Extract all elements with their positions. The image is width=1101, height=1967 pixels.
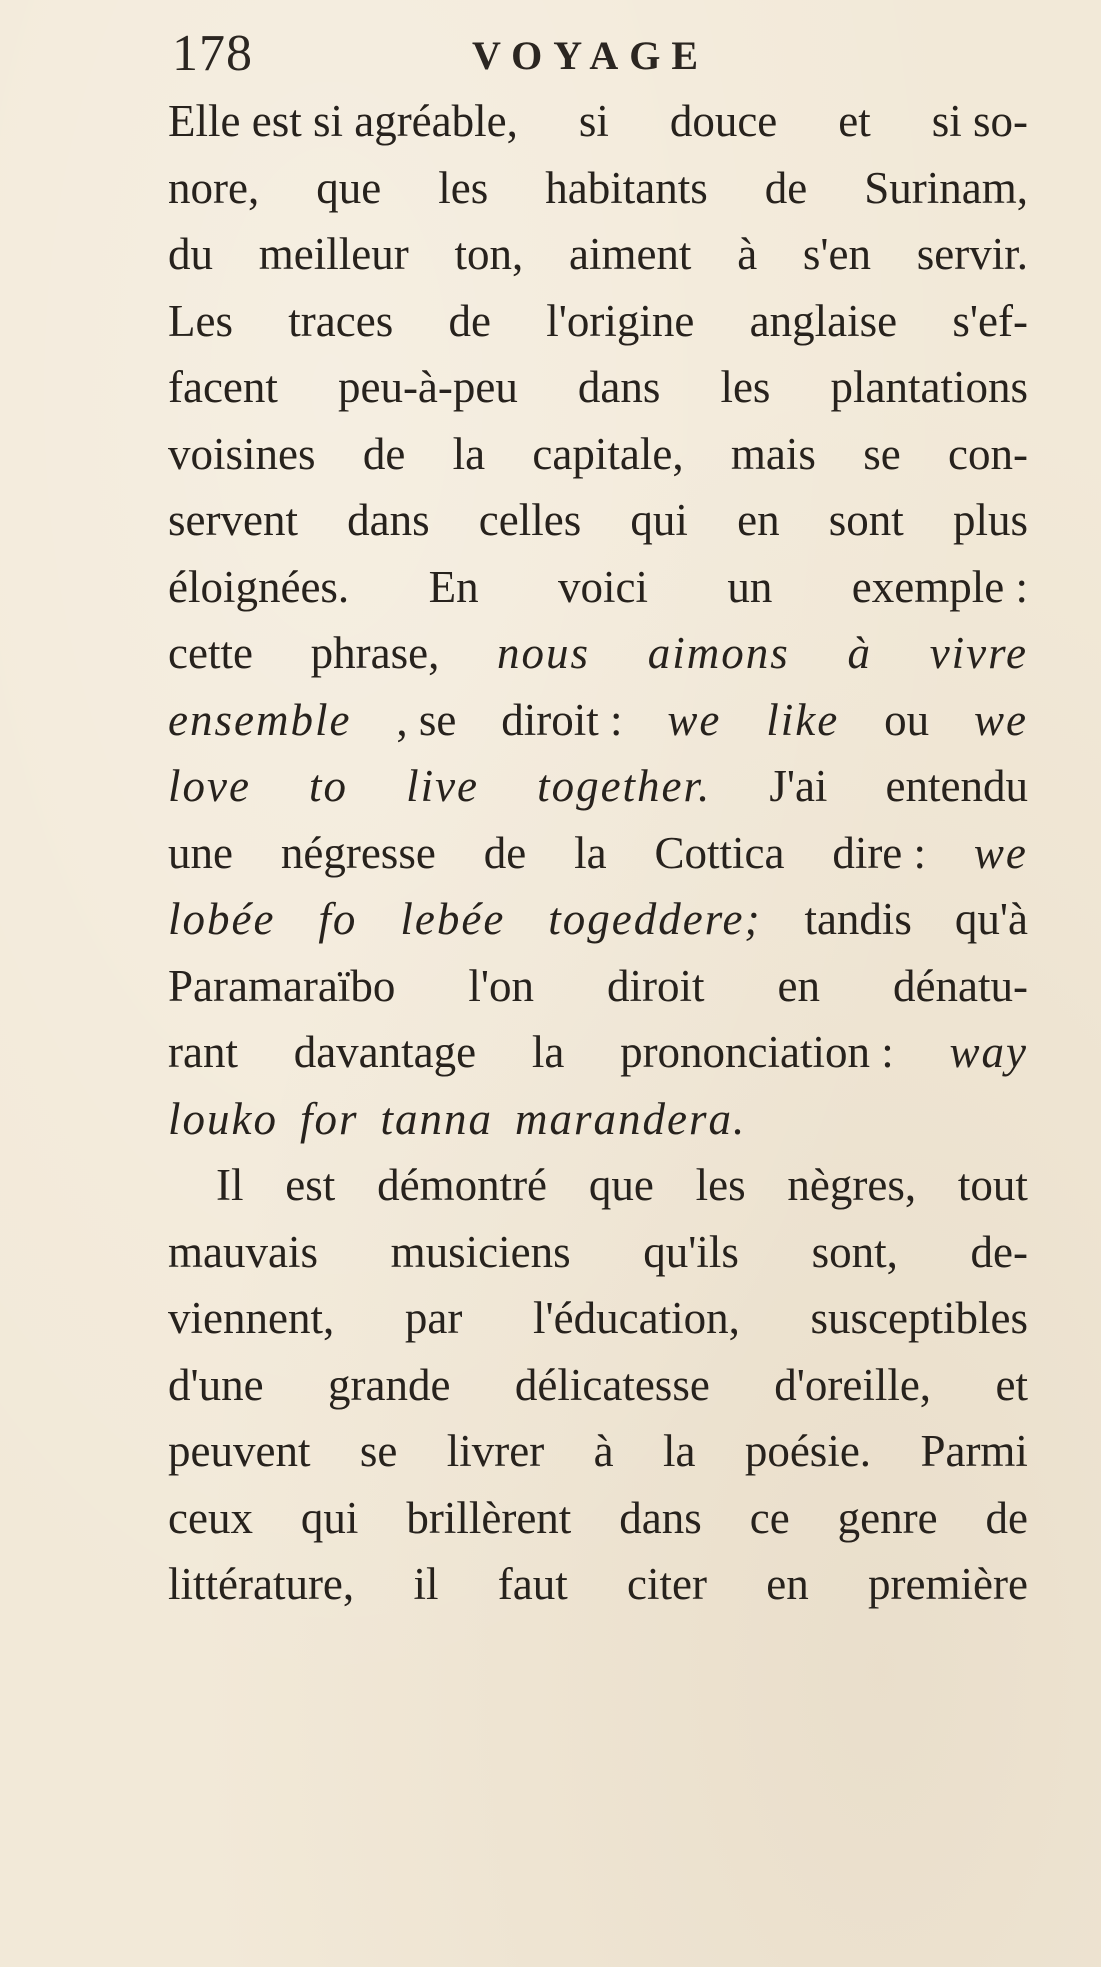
word: sont, (811, 1226, 898, 1277)
text-line (168, 1285, 1028, 1352)
word: diroit (607, 960, 705, 1011)
italic-word: lobée (168, 894, 276, 944)
italic-word: marandera. (515, 1093, 747, 1144)
text-line (168, 886, 1028, 953)
text-line (168, 421, 1028, 488)
text-line (168, 354, 1028, 421)
word: tandis (804, 894, 912, 944)
italic-word: lebée (400, 894, 506, 944)
word: J'ai (769, 761, 828, 811)
word: Surinam, (864, 162, 1028, 213)
text-line (168, 753, 1028, 820)
word: brillèrent (406, 1492, 572, 1543)
word: négresse (280, 827, 436, 878)
page-header (170, 18, 1050, 88)
word: première (868, 1559, 1028, 1609)
word: meilleur (258, 229, 409, 279)
word: est (285, 1160, 336, 1210)
text-line (168, 1551, 1028, 1618)
word: musiciens (390, 1226, 571, 1277)
word: genre (837, 1492, 938, 1543)
word: se (359, 1426, 398, 1476)
page-number: 178 (172, 25, 253, 82)
word: de (985, 1492, 1028, 1543)
word: dénatu- (893, 960, 1028, 1011)
text-line (168, 1152, 1028, 1219)
word: grande (328, 1359, 451, 1410)
word: de (362, 428, 406, 479)
word: Parmi (920, 1426, 1028, 1476)
word: facent (168, 362, 278, 412)
text-line (168, 1485, 1028, 1552)
word: d'oreille, (774, 1359, 932, 1410)
italic-word: live (406, 761, 480, 811)
word: que (588, 1160, 654, 1210)
word: cette (168, 628, 253, 678)
word: ceux (168, 1492, 253, 1543)
word: l'on (468, 960, 535, 1011)
word: mauvais (168, 1226, 318, 1277)
italic-word: love (168, 761, 251, 811)
word: Elle est si agréable, (168, 96, 518, 146)
word: plantations (830, 362, 1028, 412)
word: s'ef- (952, 295, 1028, 346)
italic-word: for (299, 1093, 359, 1144)
italic-word: fo (318, 894, 358, 944)
word: , se (396, 694, 457, 745)
word: et (995, 1359, 1028, 1410)
word: à (737, 229, 758, 279)
italic-word: to (309, 761, 349, 811)
word: Cottica (654, 827, 785, 878)
italic-word: way (949, 1027, 1028, 1077)
italic-word: we (973, 694, 1028, 745)
word: plus (952, 495, 1028, 545)
word: d'une (168, 1359, 264, 1410)
word: démontré (377, 1160, 548, 1210)
word: éloignées. (168, 561, 350, 612)
word: un (727, 561, 773, 612)
italic-word: vivre (929, 628, 1028, 678)
word: rant (168, 1027, 238, 1077)
word: nore, (168, 162, 260, 213)
italic-word: together. (537, 761, 712, 811)
word: peu-à-peu (337, 362, 518, 412)
italic-word: ensemble (168, 694, 352, 745)
word: si (578, 96, 609, 146)
word: l'éducation, (533, 1293, 740, 1343)
word: en (737, 495, 780, 545)
word: faut (497, 1559, 568, 1609)
word: les (438, 162, 489, 213)
word: en (766, 1559, 809, 1609)
italic-word: togeddere; (548, 894, 762, 944)
word: ou (884, 694, 930, 745)
word: si so- (931, 96, 1028, 146)
word: la (662, 1426, 696, 1476)
word: s'en (802, 229, 872, 279)
word: En (428, 561, 479, 612)
word: littérature, (168, 1559, 355, 1609)
text-line (168, 687, 1028, 754)
word: exemple : (851, 561, 1028, 612)
word: peuvent (168, 1426, 311, 1476)
word: douce (669, 96, 778, 146)
word: qui (300, 1492, 359, 1543)
text-line (168, 1418, 1028, 1485)
word: voici (558, 561, 648, 612)
text-line (168, 1019, 1028, 1086)
word: mais (730, 428, 816, 479)
word: la (531, 1027, 565, 1077)
word: phrase, (310, 628, 440, 678)
word: la (452, 428, 486, 479)
word: anglaise (749, 295, 898, 346)
word: capitale, (532, 428, 684, 479)
word: de (764, 162, 808, 213)
word: traces (288, 295, 394, 346)
word: la (574, 827, 607, 878)
word: que (316, 162, 382, 213)
word: livrer (446, 1426, 545, 1476)
text-line (168, 288, 1028, 355)
word: susceptibles (810, 1293, 1028, 1343)
word: qu'ils (643, 1226, 739, 1277)
text-line (168, 1219, 1028, 1286)
text-line (168, 1086, 1028, 1153)
text-line (168, 820, 1028, 887)
text-line (168, 487, 1028, 554)
word: et (838, 96, 871, 146)
word: par (404, 1293, 463, 1343)
text-line (168, 953, 1028, 1020)
word: dans (577, 362, 661, 412)
word: de- (970, 1226, 1028, 1277)
word: une (168, 827, 233, 878)
word: dire : (832, 827, 927, 878)
word: celles (478, 495, 582, 545)
word: sont (828, 495, 904, 545)
word: délicatesse (514, 1359, 710, 1410)
italic-word: à (847, 628, 872, 678)
word: dans (347, 495, 430, 545)
word: prononciation : (620, 1027, 894, 1077)
running-head: VOYAGE (472, 33, 710, 78)
word: en (777, 960, 821, 1011)
word: du (168, 229, 213, 279)
word: les (720, 362, 771, 412)
text-line (168, 221, 1028, 288)
text-line (168, 155, 1028, 222)
word: entendu (885, 761, 1028, 811)
word: de (483, 827, 527, 878)
word: les (695, 1160, 746, 1210)
word: ce (749, 1492, 790, 1543)
word: servir. (916, 229, 1028, 279)
text-line (168, 620, 1028, 687)
italic-word: nous (497, 628, 591, 678)
word: viennent, (168, 1293, 335, 1343)
italic-word: we (973, 827, 1028, 878)
word: qu'à (954, 894, 1028, 944)
word: qui (630, 495, 688, 545)
word: davantage (293, 1027, 477, 1077)
italic-word: louko (168, 1093, 278, 1144)
word: se (863, 428, 901, 479)
word: Paramaraïbo (168, 960, 396, 1011)
word: habitants (545, 162, 708, 213)
text-line (168, 88, 1028, 155)
text-line (168, 554, 1028, 621)
text-line (168, 1352, 1028, 1419)
word: l'origine (546, 295, 695, 346)
word: Il (216, 1160, 244, 1210)
word: il (413, 1559, 439, 1609)
word: tout (957, 1160, 1028, 1210)
word: de (448, 295, 491, 346)
italic-word: tanna (380, 1093, 494, 1144)
italic-word: like (766, 694, 840, 745)
word: à (593, 1426, 614, 1476)
word: ton, (454, 229, 524, 279)
word: nègres, (787, 1160, 917, 1210)
word: citer (627, 1559, 707, 1609)
word: dans (619, 1492, 702, 1543)
word: Les (168, 295, 233, 346)
italic-word: we (667, 694, 722, 745)
word: diroit : (501, 694, 623, 745)
body-text (168, 88, 1028, 1618)
word: con- (948, 428, 1028, 479)
word: aiment (568, 229, 692, 279)
word: poésie. (744, 1426, 872, 1476)
italic-word: aimons (647, 628, 790, 678)
word: servent (168, 495, 298, 545)
word: voisines (168, 428, 316, 479)
